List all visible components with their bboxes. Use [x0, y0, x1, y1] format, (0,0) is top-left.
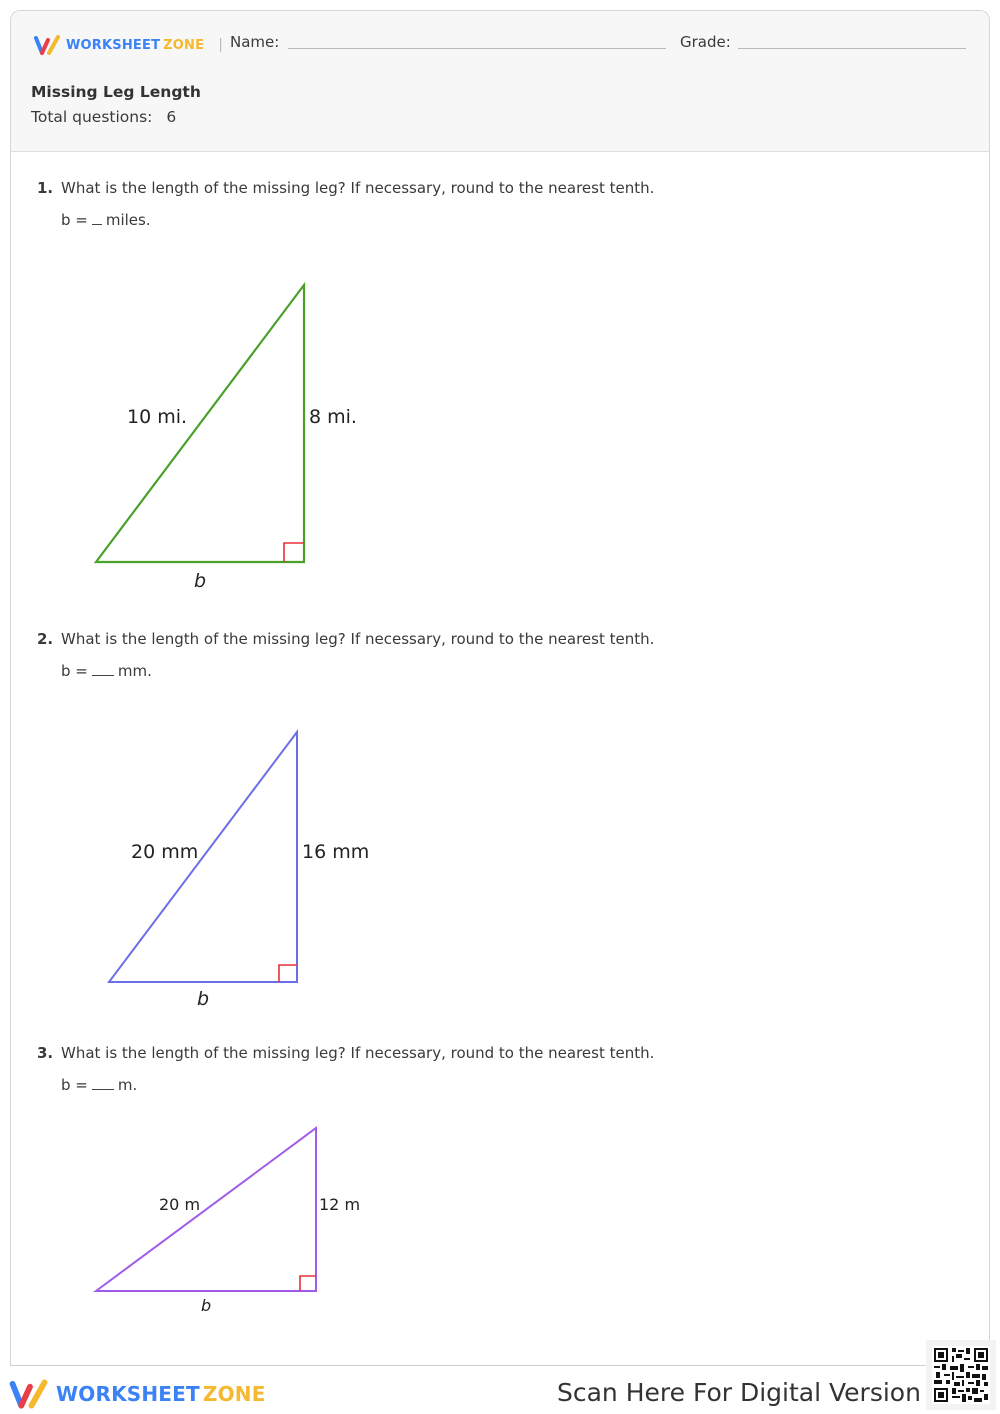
separator: |	[218, 37, 223, 53]
total-count: 6	[166, 108, 177, 126]
base-label: b	[194, 570, 207, 592]
scan-instruction: Scan Here For Digital Version	[557, 1378, 921, 1407]
qr-code-icon[interactable]	[926, 1340, 996, 1410]
hypotenuse-label: 10 mi.	[127, 406, 188, 428]
total-questions: Total questions: 6	[31, 108, 177, 126]
worksheet-title: Missing Leg Length	[31, 83, 201, 101]
footer-brand-name: WORKSHEET ZONE	[56, 1382, 266, 1406]
question-prompt: What is the length of the missing leg? If necessary, round to the nearest tenth.	[61, 1044, 655, 1062]
hypotenuse-label: 20 m	[159, 1195, 201, 1214]
question-3: 3. What is the length of the missing leg? If necessary, round to the nearest tenth.	[37, 1044, 655, 1062]
question-2: 2. What is the length of the missing leg? If necessary, round to the nearest tenth.	[37, 630, 655, 648]
worksheet-page	[10, 10, 990, 1366]
answer-line-3: b = m.	[61, 1076, 138, 1094]
base-label: b	[197, 988, 210, 1010]
answer-line-1: b = miles.	[61, 211, 151, 229]
footer-brand-logo	[8, 1376, 266, 1412]
hypotenuse-label: 20 mm	[131, 841, 199, 863]
base-label: b	[201, 1296, 212, 1315]
leg-label: 16 mm	[302, 841, 370, 863]
worksheet-zone-logo-icon	[8, 1378, 52, 1410]
name-label: Name:	[230, 33, 280, 51]
right-angle-icon	[300, 1276, 316, 1291]
leg-label: 12 m	[319, 1195, 361, 1214]
leg-label: 8 mi.	[309, 406, 357, 428]
triangle-figure-3	[11, 11, 990, 1366]
grade-label: Grade:	[680, 33, 731, 51]
question-1: 1. What is the length of the missing leg? If necessary, round to the nearest tenth.	[37, 179, 655, 197]
question-prompt: What is the length of the missing leg? If necessary, round to the nearest tenth.	[61, 179, 655, 197]
question-prompt: What is the length of the missing leg? If necessary, round to the nearest tenth.	[61, 630, 655, 648]
brand-name: WORKSHEET ZONE	[66, 37, 205, 53]
answer-line-2: b = mm.	[61, 662, 152, 680]
